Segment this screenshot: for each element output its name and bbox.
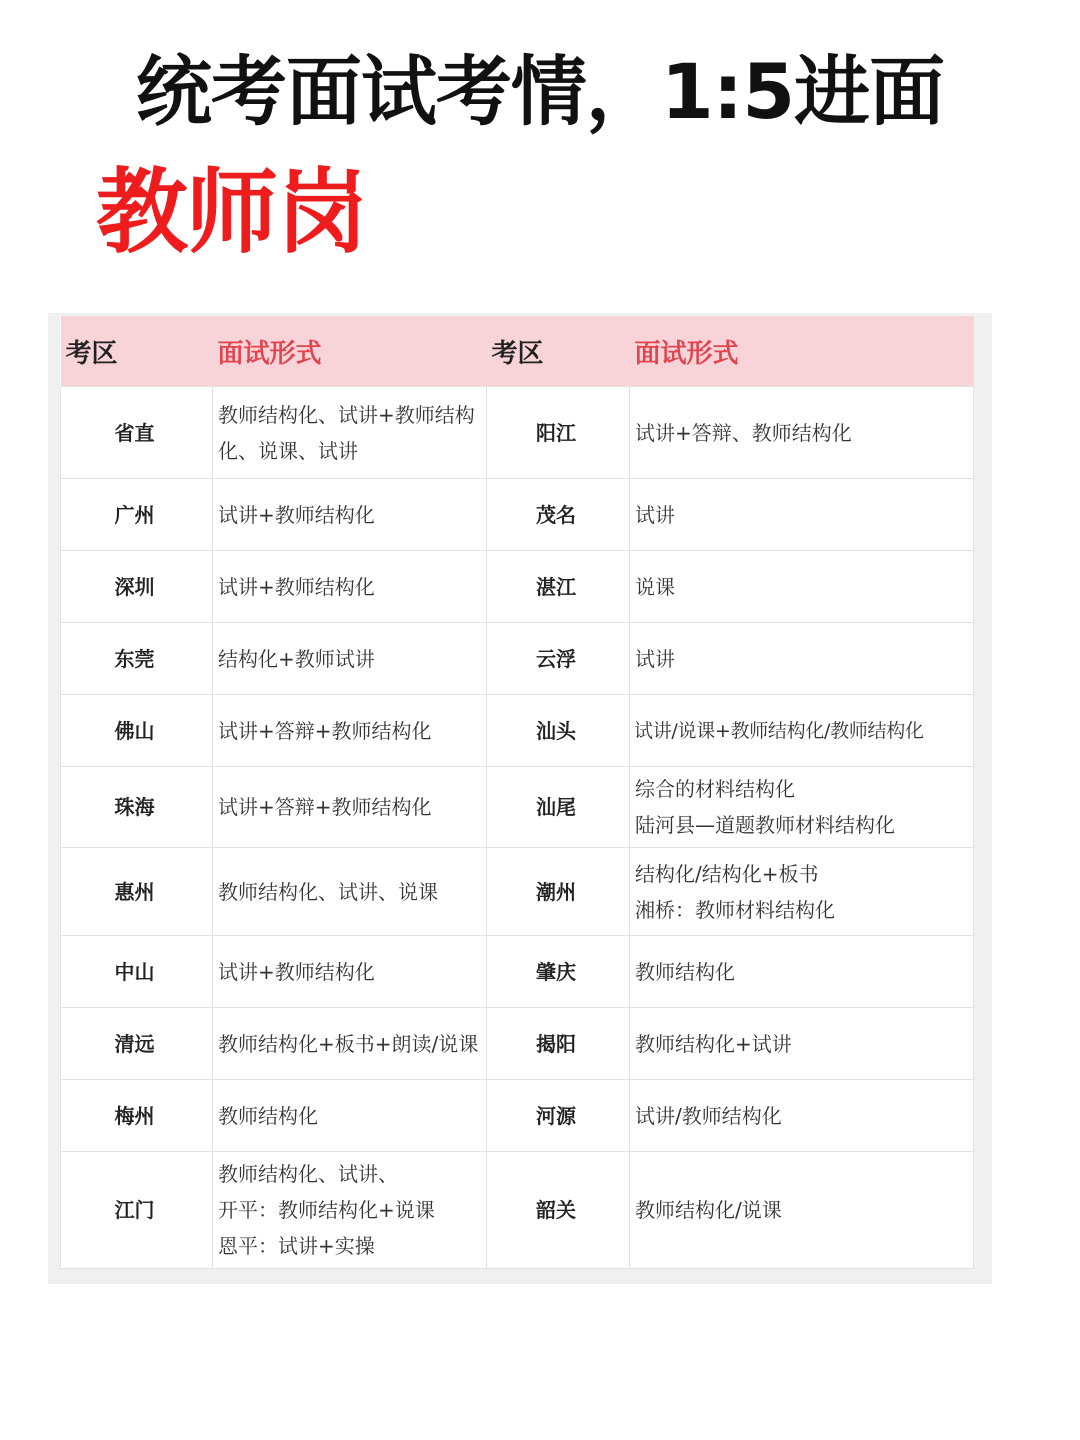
form-cell: 试讲/教师结构化 [630, 1080, 974, 1152]
form-cell: 试讲 [630, 623, 974, 695]
area-cell: 梅州 [61, 1080, 213, 1152]
header-area-right: 考区 [487, 316, 630, 387]
form-cell: 试讲+教师结构化 [213, 551, 487, 623]
area-cell: 珠海 [61, 767, 213, 848]
form-cell: 教师结构化 [630, 936, 974, 1008]
table-row [61, 695, 974, 767]
form-cell: 试讲/说课+教师结构化/教师结构化 [630, 695, 974, 767]
page-title: 统考面试考情，1:5进面 [135, 47, 945, 136]
form-cell: 教师结构化+试讲 [630, 1008, 974, 1080]
form-cell: 试讲+答辩+教师结构化 [213, 767, 487, 848]
area-cell: 汕尾 [487, 767, 630, 848]
area-cell: 韶关 [487, 1152, 630, 1269]
area-cell: 揭阳 [487, 1008, 630, 1080]
area-cell: 省直 [61, 387, 213, 479]
table-row [61, 551, 974, 623]
table-header-row [61, 316, 974, 387]
area-cell: 阳江 [487, 387, 630, 479]
form-cell: 教师结构化、试讲+教师结构化、说课、试讲 [213, 387, 487, 479]
form-cell: 试讲+教师结构化 [213, 479, 487, 551]
table-row [61, 1152, 974, 1269]
table-row [61, 1080, 974, 1152]
header-form-right: 面试形式 [630, 316, 974, 387]
area-cell: 惠州 [61, 848, 213, 936]
form-cell: 教师结构化 [213, 1080, 487, 1152]
table-row [61, 936, 974, 1008]
form-cell: 说课 [630, 551, 974, 623]
area-cell: 佛山 [61, 695, 213, 767]
area-cell: 广州 [61, 479, 213, 551]
form-cell: 综合的材料结构化 陆河县—道题教师材料结构化 [630, 767, 974, 848]
area-cell: 湛江 [487, 551, 630, 623]
area-cell: 河源 [487, 1080, 630, 1152]
area-cell: 肇庆 [487, 936, 630, 1008]
form-cell: 试讲+答辩+教师结构化 [213, 695, 487, 767]
table-row [61, 767, 974, 848]
table-row [61, 479, 974, 551]
area-cell: 江门 [61, 1152, 213, 1269]
area-cell: 汕头 [487, 695, 630, 767]
table-row [61, 623, 974, 695]
header-area-left: 考区 [61, 316, 213, 387]
area-cell: 茂名 [487, 479, 630, 551]
form-cell: 教师结构化、试讲、说课 [213, 848, 487, 936]
form-cell: 试讲+答辩、教师结构化 [630, 387, 974, 479]
form-cell: 结构化/结构化+板书 湘桥：教师材料结构化 [630, 848, 974, 936]
form-cell: 试讲 [630, 479, 974, 551]
table-row [61, 848, 974, 936]
form-cell: 结构化+教师试讲 [213, 623, 487, 695]
page-subtitle: 教师岗 [96, 159, 367, 266]
header-form-left: 面试形式 [213, 316, 487, 387]
area-cell: 东莞 [61, 623, 213, 695]
area-cell: 深圳 [61, 551, 213, 623]
area-cell: 清远 [61, 1008, 213, 1080]
interview-format-table [60, 316, 974, 1269]
area-cell: 云浮 [487, 623, 630, 695]
form-cell: 教师结构化、试讲、 开平：教师结构化+说课 恩平：试讲+实操 [213, 1152, 487, 1269]
table-row [61, 387, 974, 479]
form-cell: 教师结构化/说课 [630, 1152, 974, 1269]
form-cell: 教师结构化+板书+朗读/说课 [213, 1008, 487, 1080]
table-row [61, 1008, 974, 1080]
area-cell: 潮州 [487, 848, 630, 936]
area-cell: 中山 [61, 936, 213, 1008]
form-cell: 试讲+教师结构化 [213, 936, 487, 1008]
